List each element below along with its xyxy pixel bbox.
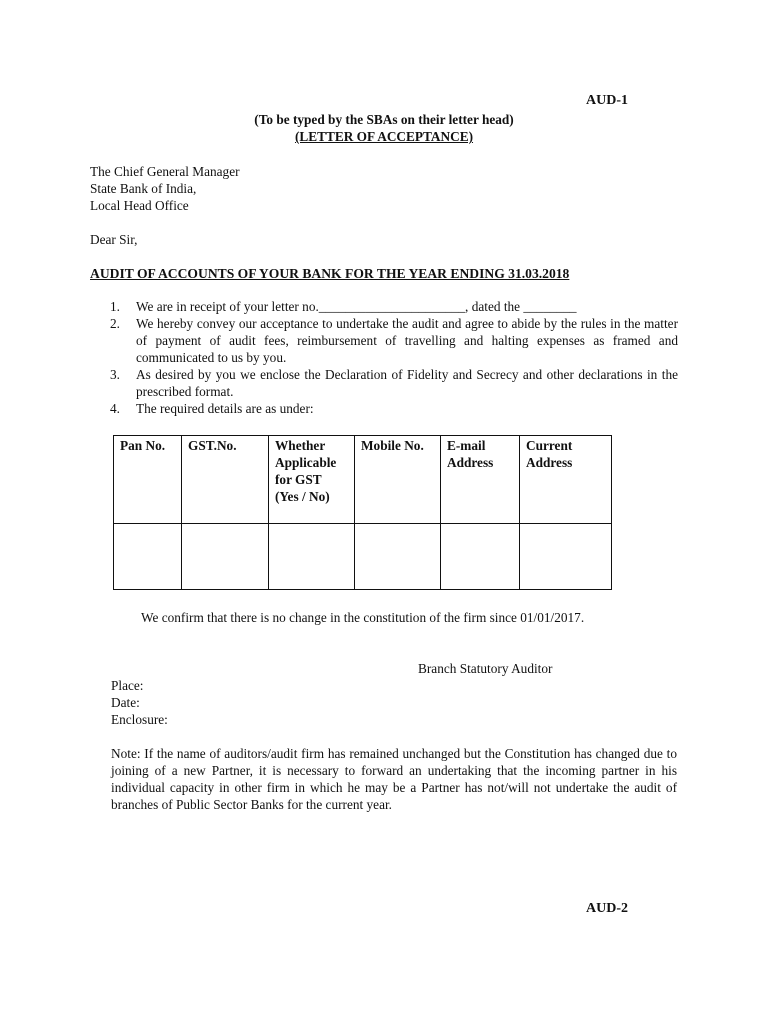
- form-code-aud-2: AUD-2: [586, 901, 628, 916]
- form-code-aud-1: AUD-1: [586, 93, 628, 108]
- header-gst-no: GST.No.: [182, 436, 269, 524]
- point-number: 4.: [110, 401, 120, 416]
- header-gst-applicable: Whether Applicable for GST (Yes / No): [269, 436, 355, 524]
- note-paragraph: Note: If the name of auditors/audit firm has remained unchanged but the Constitution has changed due to joining of a new Partner, it is necessary to forward an undertaking that the incoming partner in his individual capacity in other firm in which he may be a Partner has not/will not undertake the audit of branches of Public Sector Banks for the current year.: [111, 746, 677, 812]
- date-label: Date:: [111, 695, 140, 710]
- table-header-row: [114, 436, 612, 524]
- addressee-line-1: The Chief General Manager: [90, 164, 240, 179]
- addressee-block: [90, 163, 240, 214]
- point-item: [110, 315, 678, 366]
- cell-current-address: [520, 524, 612, 590]
- enclosure-label: Enclosure:: [111, 712, 168, 727]
- letter-title: (LETTER OF ACCEPTANCE): [294, 129, 474, 144]
- cell-mobile-no: [355, 524, 441, 590]
- table-row: [114, 524, 612, 590]
- header-pan-no: Pan No.: [114, 436, 182, 524]
- point-text: The required details are as under:: [136, 401, 314, 416]
- point-number: 2.: [110, 316, 120, 331]
- salutation: Dear Sir,: [90, 232, 138, 247]
- point-text: We are in receipt of your letter no.______________________, dated the ________: [136, 299, 577, 314]
- confirmation-statement: We confirm that there is no change in the constitution of the firm since 01/01/2017.: [141, 610, 585, 625]
- subject-line: AUDIT OF ACCOUNTS OF YOUR BANK FOR THE YEAR ENDING 31.03.2018: [90, 266, 570, 281]
- place-date-enclosure: [111, 677, 168, 728]
- place-label: Place:: [111, 678, 144, 693]
- cell-pan-no: [114, 524, 182, 590]
- header-email-address: E-mail Address: [441, 436, 520, 524]
- cell-gst-no: [182, 524, 269, 590]
- addressee-line-3: Local Head Office: [90, 198, 189, 213]
- point-item: [110, 298, 678, 315]
- point-number: 3.: [110, 367, 120, 382]
- point-text: As desired by you we enclose the Declaration of Fidelity and Secrecy and other declarations in the prescribed format.: [136, 367, 678, 399]
- point-number: 1.: [110, 299, 120, 314]
- details-table: [113, 435, 612, 590]
- numbered-points: [110, 298, 678, 417]
- point-item: [110, 366, 678, 400]
- header-mobile-no: Mobile No.: [355, 436, 441, 524]
- typed-instruction: (To be typed by the SBAs on their letter head): [254, 112, 514, 127]
- point-item: [110, 400, 678, 417]
- point-text: We hereby convey our acceptance to undertake the audit and agree to abide by the rules in the matter of payment of audit fees, reimbursement of travelling and halting expenses as framed and communicated to us by you.: [136, 316, 678, 365]
- cell-email-address: [441, 524, 520, 590]
- header-current-address: Current Address: [520, 436, 612, 524]
- cell-gst-applicable: [269, 524, 355, 590]
- signatory-title: Branch Statutory Auditor: [418, 661, 553, 676]
- addressee-line-2: State Bank of India,: [90, 181, 197, 196]
